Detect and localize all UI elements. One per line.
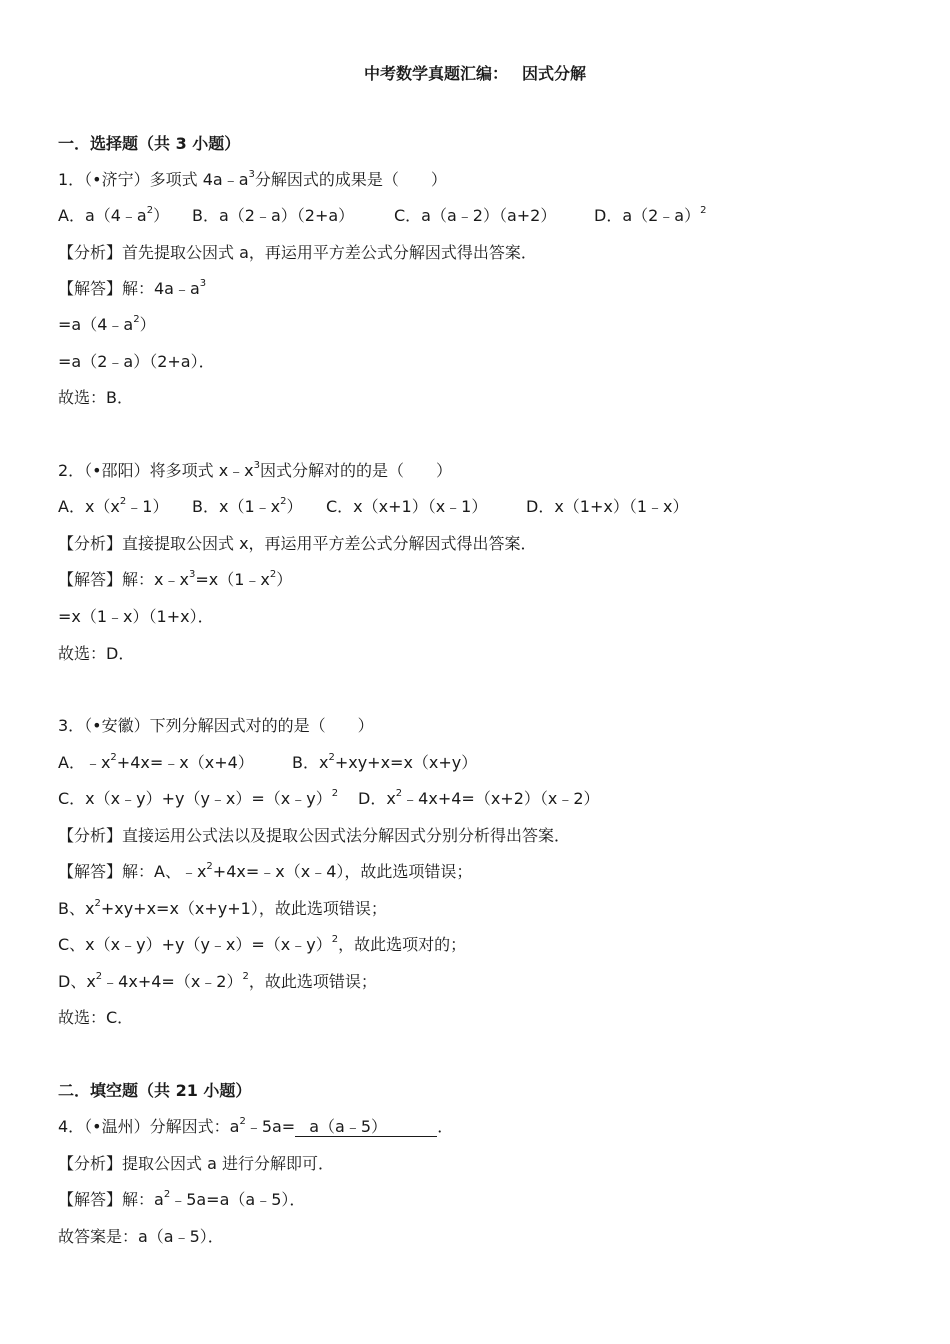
q3-option-b: B．$x^2+xy+x=x(x+y)$ <box>292 751 478 772</box>
q4-solution: 【解答】解：$a^2﹣5a=a(a﹣5)$． <box>58 1188 306 1209</box>
q1-option-a: A．$a(4﹣a^2)$ <box>58 204 170 225</box>
q1-analysis: 【分析】首先提取公因式 a，再运用平方差公式分解因式得出答案． <box>58 243 537 262</box>
q3-analysis: 【分析】直接运用公式法以及提取公因式法分解因式分别分析得出答案． <box>58 826 571 845</box>
q1-stem: 1．（•济宁）多项式 $4a﹣a^3$分解因式的成果是（ ） <box>58 168 447 189</box>
q1-option-c: C．a（a﹣2）（a+2） <box>394 206 557 225</box>
q1-solution-1: 【解答】解：$4a﹣a^3$ <box>58 277 207 298</box>
q3-stem: 3．（•安徽）下列分解因式对的的是（ ） <box>58 716 374 735</box>
q1-choice: 故选：B． <box>58 388 133 407</box>
q2-option-b: B．$x(1﹣x^2)$ <box>192 495 303 516</box>
q1-solution-3: =a（2﹣a）（2+a）． <box>58 352 215 371</box>
q4-answer: 故答案是：a（a﹣5）． <box>58 1227 224 1246</box>
q1-option-d: D．a（2﹣a）$^2$ <box>594 204 707 225</box>
q4-stem: 4．（•温州）分解因式：$a^2﹣5a=$ a（a﹣5） ． <box>58 1115 454 1136</box>
q3-choice: 故选：C． <box>58 1008 134 1027</box>
section1-heading: 一．选择题（共 3 小题） <box>58 134 241 153</box>
q2-solution-1: 【解答】解：$x﹣x^3=x(1﹣x^2)$ <box>58 568 293 589</box>
q2-option-c: C．x（x+1）（x﹣1） <box>326 497 488 516</box>
q3-option-d: D．$x^2﹣4x+4=(x+2)(x﹣2)$ <box>358 787 600 808</box>
q3-solution-a: 【解答】解：A、$﹣x^2+4x=﹣x(x﹣4)$，故此选项错误； <box>58 860 473 881</box>
q2-stem: 2．（•邵阳）将多项式 $x﹣x^3$因式分解对的的是（ ） <box>58 459 453 480</box>
title-part1: 中考数学真题汇编： <box>363 64 508 83</box>
q2-option-a: A．$x(x^2﹣1)$ <box>58 495 169 516</box>
section2-heading: 二．填空题（共 21 小题） <box>58 1081 252 1100</box>
title-part2: 因式分解 <box>522 64 587 83</box>
q4-analysis: 【分析】提取公因式 a 进行分解即可． <box>58 1154 334 1173</box>
q3-solution-d: D、$x^2﹣4x+4=(x﹣2)^2$，故此选项错误； <box>58 970 377 991</box>
q2-analysis: 【分析】直接提取公因式 x，再运用平方差公式分解因式得出答案． <box>58 534 537 553</box>
q2-choice: 故选：D． <box>58 644 135 663</box>
q3-solution-c: C、x（x﹣y）+y（y﹣x）=（x﹣y）$^2$，故此选项对的； <box>58 933 467 954</box>
q4-answer-blank: a（a﹣5） <box>295 1117 437 1137</box>
q2-solution-2: =x（1﹣x）（1+x）． <box>58 607 214 626</box>
q3-option-a: A．$﹣x^2+4x=﹣x(x+4)$ <box>58 751 254 772</box>
q1-solution-2: $=a(4﹣a^2)$ <box>58 313 156 334</box>
q2-option-d: D．x（1+x）（1﹣x） <box>526 497 689 516</box>
page-title <box>0 64 950 84</box>
q1-option-b: B．a（2﹣a）（2+a） <box>192 206 355 225</box>
q3-option-c: C．x（x﹣y）+y（y﹣x）=（x﹣y）$^2$ <box>58 787 339 808</box>
q3-solution-b: B、$x^2+xy+x=x(x+y+1)$，故此选项错误； <box>58 897 387 918</box>
